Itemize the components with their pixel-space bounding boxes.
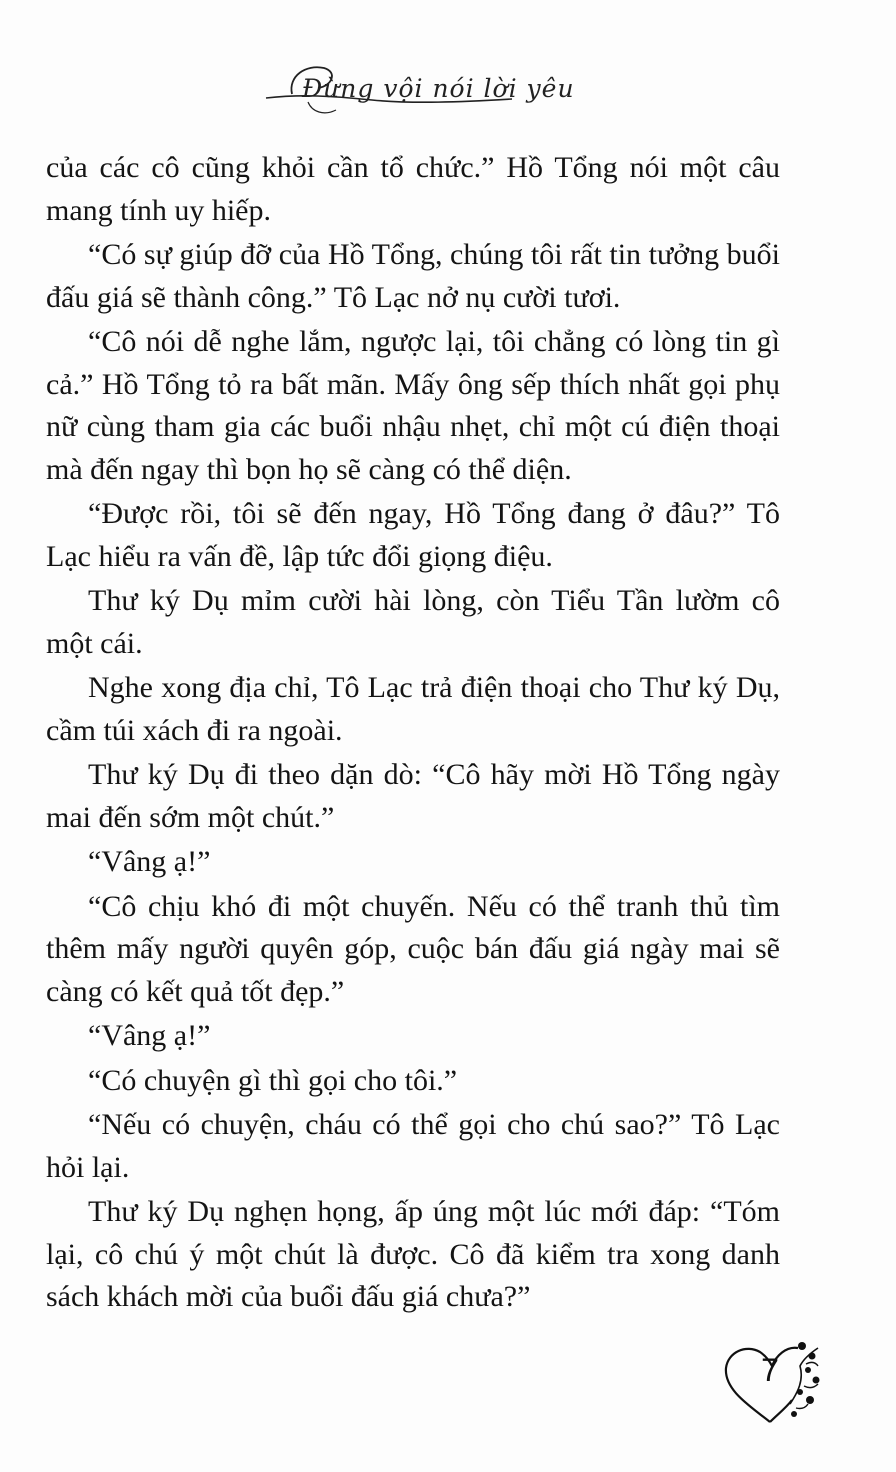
paragraph: “Vâng ạ!”	[88, 1019, 211, 1052]
paragraph: “Được rồi, tôi sẽ đến ngay, Hồ Tổng đang ở đâu?” Tô Lạc hiểu ra vấn đề, lập tức đổi giọng điệu.	[46, 497, 780, 573]
paragraph: “Có sự giúp đỡ của Hồ Tổng, chúng tôi rất tin tưởng buổi đấu giá sẽ thành công.” Tô Lạc nở nụ cười tươi.	[46, 238, 780, 314]
paragraph: “Nếu có chuyện, cháu có thể gọi cho chú sao?” Tô Lạc hỏi lại.	[46, 1108, 780, 1184]
paragraph: của các cô cũng khỏi cần tổ chức.” Hồ Tổng nói một câu mang tính uy hiếp.	[46, 151, 780, 227]
page-number: 7	[761, 1352, 779, 1388]
paragraph: Nghe xong địa chỉ, Tô Lạc trả điện thoại cho Thư ký Dụ, cầm túi xách đi ra ngoài.	[46, 671, 780, 747]
paragraph: “Cô chịu khó đi một chuyến. Nếu có thể tranh thủ tìm thêm mấy người quyên góp, cuộc bán đấu giá ngày mai sẽ càng có kết quả tốt đẹp.”	[46, 889, 780, 1008]
paragraph: “Cô nói dễ nghe lắm, ngược lại, tôi chẳng có lòng tin gì cả.” Hồ Tổng tỏ ra bất mãn. Mấy ông sếp thích nhất gọi phụ nữ cùng tham gia các buổi nhậu nhẹt, chỉ một cú điện thoại mà đến ngay thì bọn họ sẽ càng có thể diện.	[46, 325, 780, 486]
paragraph: “Có chuyện gì thì gọi cho tôi.”	[88, 1063, 458, 1097]
paragraph: “Vâng ạ!”	[88, 845, 211, 878]
paragraph: Thư ký Dụ mỉm cười hài lòng, còn Tiểu Tần lườm cô một cái.	[46, 584, 780, 660]
body-text	[46, 147, 780, 1321]
page-folio	[720, 1334, 828, 1434]
paragraph: Thư ký Dụ nghẹn họng, ấp úng một lúc mới đáp: “Tóm lại, cô chú ý một chút là được. Cô đã kiểm tra xong danh sách khách mời của buổi đấu giá chưa?”	[46, 1195, 780, 1313]
paragraph: Thư ký Dụ đi theo dặn dò: “Cô hãy mời Hồ Tổng ngày mai đến sớm một chút.”	[46, 758, 780, 834]
running-header-title: Đừng vội nói lời yêu	[302, 74, 575, 103]
running-header	[262, 58, 602, 124]
